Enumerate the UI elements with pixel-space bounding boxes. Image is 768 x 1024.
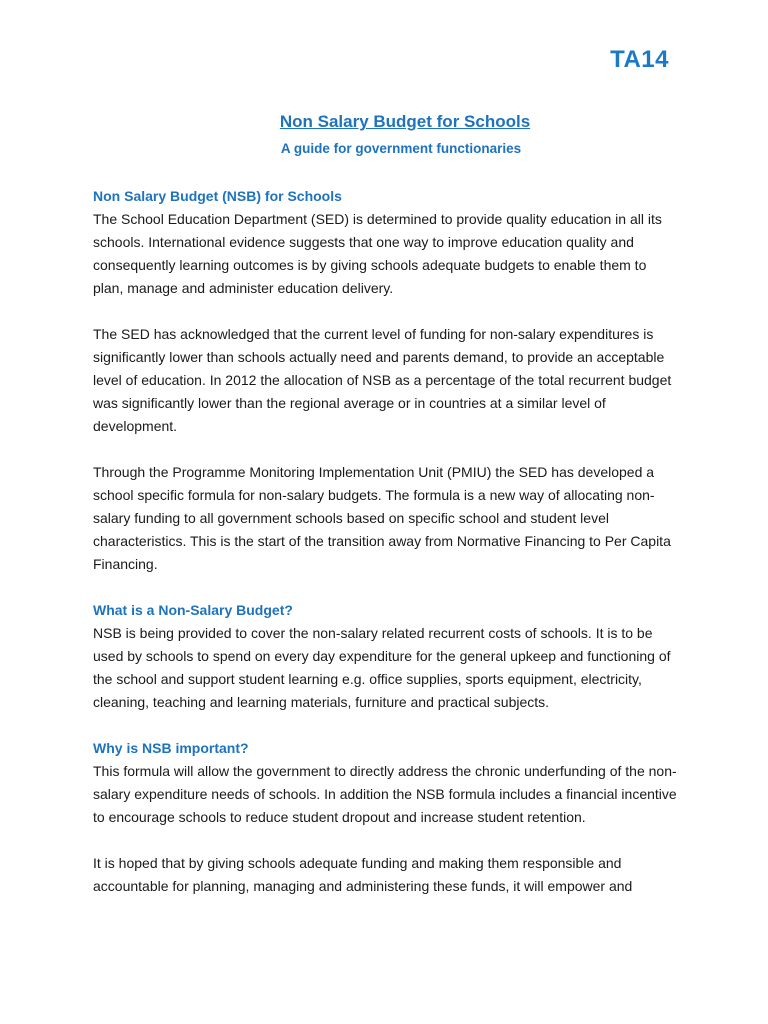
paragraph: NSB is being provided to cover the non-salary related recurrent costs of schools. It is to be used by schools to spend on every day expenditure for the general upkeep and functioning of the school and support student learning e.g. office supplies, sports equipment, electricity, cleaning, teaching and learning materials, furniture and practical subjects. — [93, 625, 671, 710]
document-body — [93, 185, 678, 921]
section-nsb-for-schools — [93, 185, 678, 576]
section-why-nsb-important — [93, 737, 678, 898]
paragraph: Through the Programme Monitoring Implementation Unit (PMIU) the SED has developed a school specific formula for non-salary budgets. The formula is a new way of allocating non-salary funding to all government schools based on specific school and student level characteristics. This is the start of the transition away from Normative Financing to Per Capita Financing. — [93, 464, 671, 572]
document-title: Non Salary Budget for Schools — [279, 112, 531, 131]
section-heading: What is a Non-Salary Budget? — [93, 602, 293, 618]
document-subtitle: A guide for government functionaries — [280, 141, 522, 156]
paragraph: This formula will allow the government to directly address the chronic underfunding of the non-salary expenditure needs of schools. In addition the NSB formula includes a financial incentive to encourage schools to reduce student dropout and increase student retention. — [93, 763, 677, 825]
section-heading: Why is NSB important? — [93, 740, 249, 756]
section-heading: Non Salary Budget (NSB) for Schools — [93, 188, 342, 204]
section-what-is-nsb — [93, 599, 678, 714]
paragraph: The SED has acknowledged that the current level of funding for non-salary expenditures is significantly lower than schools actually need and parents demand, to provide an acceptable level of education. In 2012 the allocation of NSB as a percentage of the total recurrent budget was significantly lower than the regional average or in countries at a similar level of development. — [93, 326, 672, 434]
paragraph: The School Education Department (SED) is determined to provide quality education in all its schools. International evidence suggests that one way to improve education quality and consequently learning outcomes is by giving schools adequate budgets to enable them to plan, manage and administer education delivery. — [93, 211, 662, 296]
paragraph: It is hoped that by giving schools adequate funding and making them responsible and accountable for planning, managing and administering these funds, it will empower and — [93, 855, 633, 894]
document-code: TA14 — [610, 46, 669, 73]
